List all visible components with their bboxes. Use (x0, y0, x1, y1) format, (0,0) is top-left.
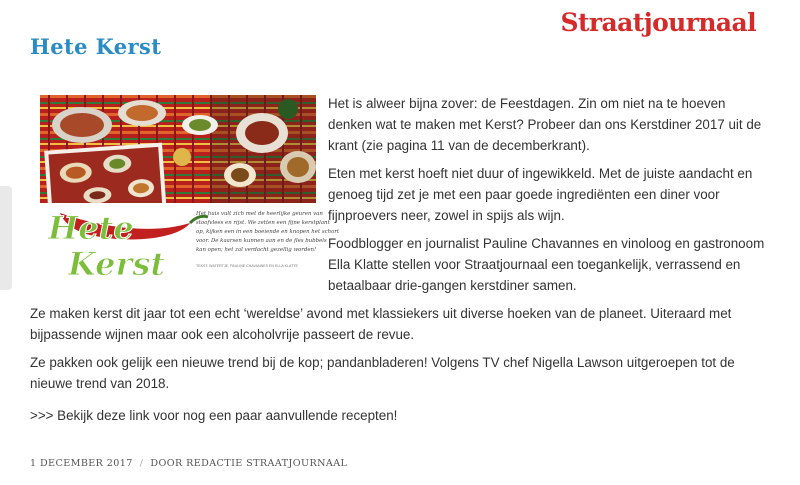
image-caption-line: Het huis vult zich met de heerlijke geuren van (196, 211, 323, 217)
side-feedback-tab[interactable] (0, 186, 12, 290)
article-title: Hete Kerst (30, 34, 162, 59)
article-paragraph: Ze pakken ook gelijk een nieuwe trend bij de kop; pandanbladeren! Volgens TV chef Nigella Lawson uitgeroepen tot de nieuwe trend van 2018. (30, 355, 735, 391)
image-headline-line1: Hete (48, 209, 134, 247)
article-paragraph: Het is alweer bijna zover: de Feestdagen. Zin om niet na te hoeven denken wat te maken met Kerst? Probeer dan ons Kerstdiner 2017 uit de krant (zie pagina 11 van de decemberkrant). (328, 96, 762, 153)
article-paragraph: Foodblogger en journalist Pauline Chavannes en vinoloog en gastronoom Ella Klatte stellen voor Straatjournaal een toegankelijk, verrassend en betaalbaar drie-gangen kerstdiner samen. (328, 236, 765, 293)
image-caption-line: op, kijken een in een boeiende en knopen het schort (196, 229, 340, 235)
image-caption-line: voor. De kaarsen kunnen aan en de fles bubbels (196, 238, 327, 244)
recipes-link-paragraph[interactable]: >>> Bekijk deze link voor nog een paar aanvullende recepten! (30, 408, 398, 423)
author-link[interactable]: DOOR REDACTIE STRAATJOURNAAL (150, 458, 348, 469)
post-date-link[interactable]: 1 DECEMBER 2017 (30, 458, 133, 469)
article-paragraph: Eten met kerst hoeft niet duur of ingewikkeld. Met de juiste aandacht en genoeg tijd zet je met een paar goede ingrediënten een diner voor fijnproevers neer, zowel in spijs als wijn. (328, 166, 753, 223)
article-meta (30, 458, 347, 469)
image-credit: TEKST: WATERTJE, PAULINE CHAVANNES EN ELLA KLATTE (196, 264, 298, 268)
meta-separator: / (139, 458, 144, 469)
image-caption-line: kan open; het zal verdacht gezellig worden! (196, 247, 317, 253)
image-caption-line: stoofvlees en rijst. We zetten een fijne kerstplant (196, 220, 330, 226)
site-logo[interactable]: Straatjournaal (560, 8, 756, 37)
article-paragraph: Ze maken kerst dit jaar tot een echt ‘wereldse’ avond met klassiekers uit diverse hoeken van de planeet. Uiteraard met bijpassende wijnen maar ook een alcoholvrije passeert de revue. (30, 306, 732, 342)
article-image (40, 95, 340, 283)
image-headline-line2: Kerst (68, 245, 166, 283)
